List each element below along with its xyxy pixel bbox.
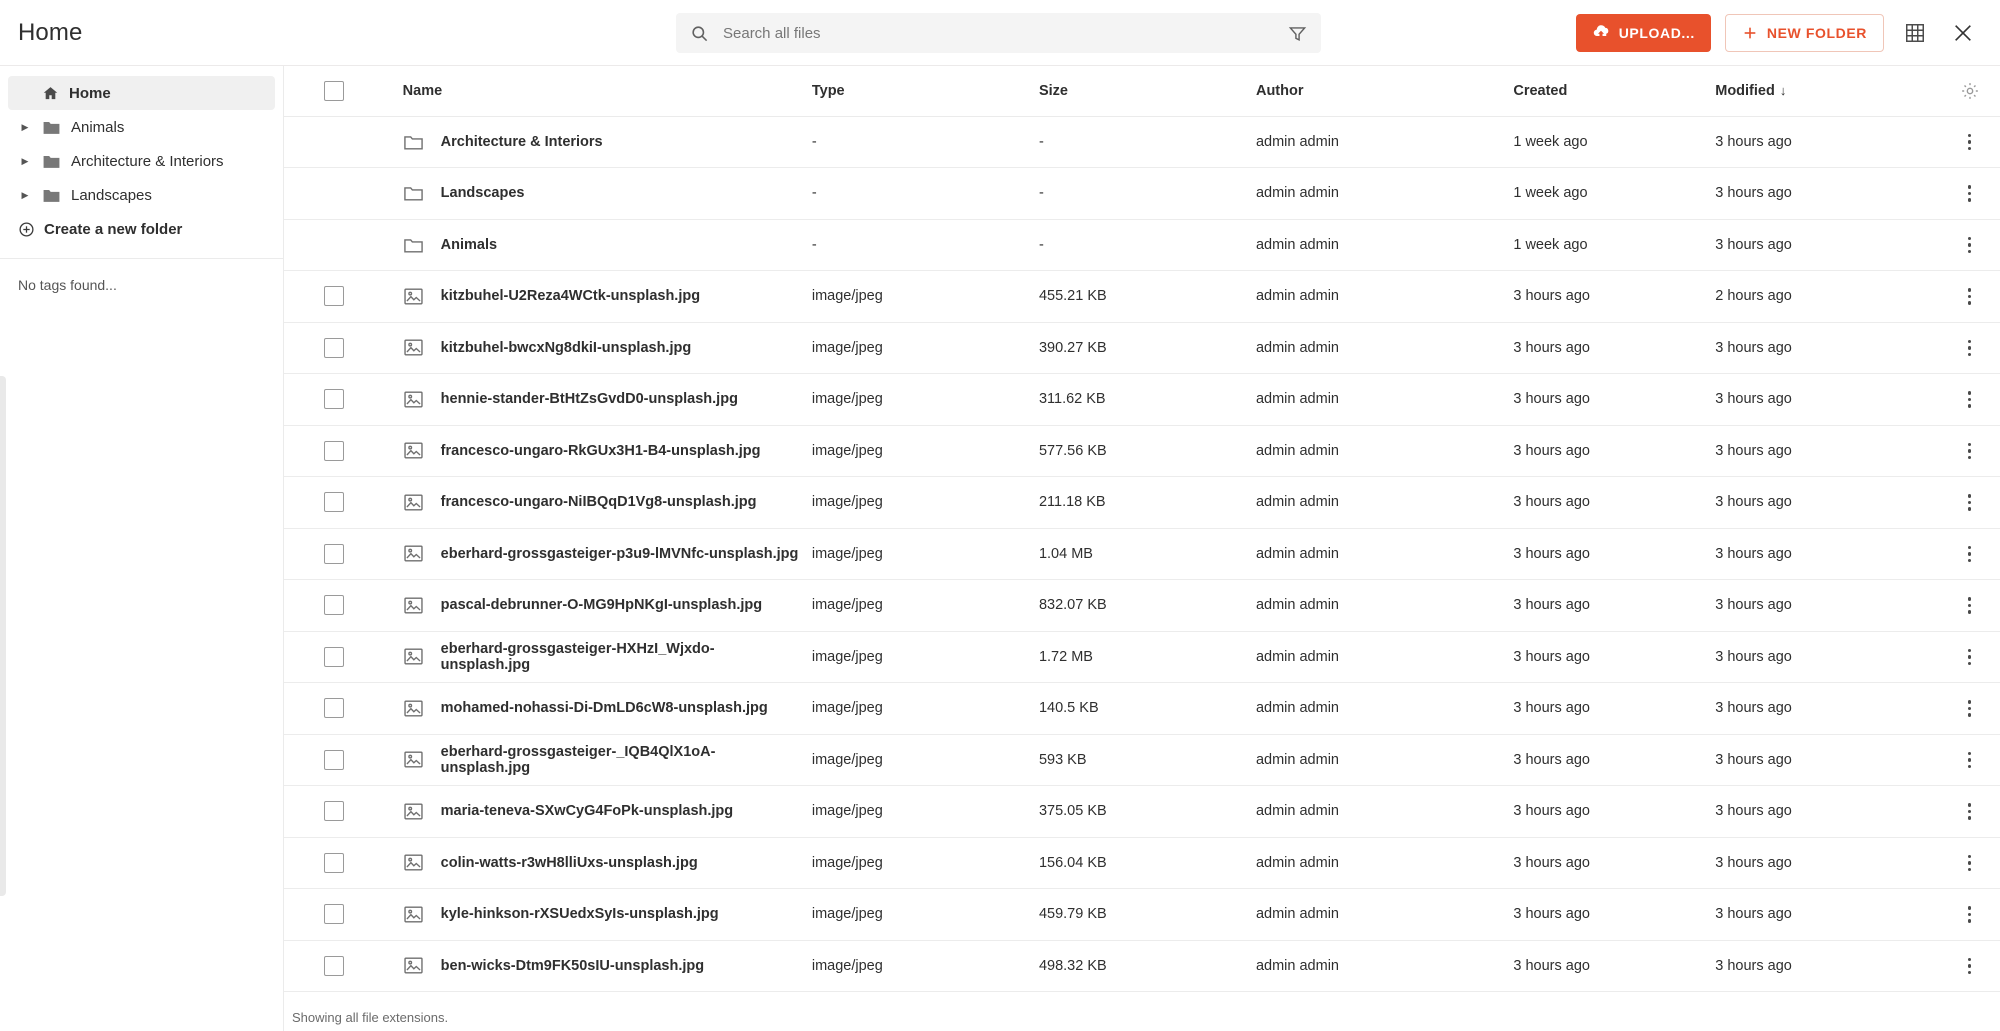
row-actions-cell[interactable]: [1939, 322, 2000, 374]
grid-view-icon[interactable]: [1898, 16, 1932, 50]
row-checkbox[interactable]: [324, 647, 344, 667]
file-type-cell: image/jpeg: [804, 477, 1031, 529]
table-row[interactable]: [284, 528, 2000, 580]
file-modified-cell: 3 hours ago: [1707, 477, 1939, 529]
file-author-cell: admin admin: [1248, 786, 1505, 838]
image-icon: [403, 699, 424, 718]
file-name-label: pascal-debrunner-O-MG9HpNKgI-unsplash.jpg: [440, 597, 763, 614]
row-actions-cell[interactable]: [1939, 580, 2000, 632]
file-table-body: [284, 116, 2000, 992]
file-size-cell: 1.72 MB: [1031, 631, 1248, 683]
file-author-cell: admin admin: [1248, 837, 1505, 889]
image-icon: [403, 750, 424, 769]
file-created-cell: 1 week ago: [1505, 168, 1707, 220]
file-modified-cell: 3 hours ago: [1707, 631, 1939, 683]
file-author-cell: admin admin: [1248, 734, 1505, 786]
file-size-cell: 577.56 KB: [1031, 425, 1248, 477]
file-name-cell[interactable]: [355, 322, 804, 374]
row-actions-cell[interactable]: [1939, 168, 2000, 220]
sidebar-item-animals[interactable]: [8, 110, 275, 144]
file-name-cell[interactable]: [355, 786, 804, 838]
image-icon: [403, 544, 424, 563]
file-modified-cell: 2 hours ago: [1707, 271, 1939, 323]
file-name-cell[interactable]: [355, 168, 804, 220]
file-name-cell[interactable]: [355, 683, 804, 735]
file-modified-cell: 3 hours ago: [1707, 374, 1939, 426]
row-checkbox[interactable]: [324, 801, 344, 821]
file-name-cell[interactable]: [355, 734, 804, 786]
upload-cloud-icon: [1592, 24, 1610, 42]
file-name-cell[interactable]: [355, 940, 804, 992]
row-menu-icon[interactable]: [1939, 117, 2000, 168]
file-name-label: kyle-hinkson-rXSUedxSyIs-unsplash.jpg: [440, 906, 719, 923]
row-select-cell[interactable]: [284, 734, 355, 786]
file-modified-cell: 3 hours ago: [1707, 528, 1939, 580]
sidebar-item-label: Animals: [71, 118, 125, 136]
file-type-cell: image/jpeg: [804, 683, 1031, 735]
table-row[interactable]: [284, 116, 2000, 168]
home-icon: [42, 85, 59, 102]
file-name-cell[interactable]: [355, 837, 804, 889]
file-type-cell: image/jpeg: [804, 631, 1031, 683]
file-modified-cell: 3 hours ago: [1707, 322, 1939, 374]
row-checkbox[interactable]: [324, 904, 344, 924]
row-actions-cell[interactable]: [1939, 786, 2000, 838]
file-name-label: kitzbuhel-U2Reza4WCtk-unsplash.jpg: [440, 288, 701, 305]
image-icon: [403, 596, 424, 615]
file-name-label: maria-teneva-SXwCyG4FoPk-unsplash.jpg: [440, 803, 734, 820]
file-name-label: ben-wicks-Dtm9FK50sIU-unsplash.jpg: [440, 957, 705, 974]
file-size-cell: -: [1031, 219, 1248, 271]
file-created-cell: 3 hours ago: [1505, 374, 1707, 426]
file-author-cell: admin admin: [1248, 940, 1505, 992]
row-select-cell[interactable]: [284, 580, 355, 632]
file-type-cell: -: [804, 219, 1031, 271]
file-created-cell: 3 hours ago: [1505, 425, 1707, 477]
file-author-cell: admin admin: [1248, 271, 1505, 323]
plus-icon: [1742, 25, 1758, 41]
file-type-cell: image/jpeg: [804, 786, 1031, 838]
row-select-cell[interactable]: [284, 940, 355, 992]
column-header-modified[interactable]: Modified ↓: [1707, 66, 1939, 116]
file-name-label: Landscapes: [440, 185, 525, 202]
row-menu-icon[interactable]: [1939, 271, 2000, 322]
file-name-label: kitzbuhel-bwcxNg8dkiI-unsplash.jpg: [440, 339, 692, 356]
file-created-cell: 3 hours ago: [1505, 528, 1707, 580]
new-folder-button[interactable]: [1725, 14, 1884, 52]
row-checkbox[interactable]: [324, 389, 344, 409]
file-created-cell: 3 hours ago: [1505, 322, 1707, 374]
main-body: [0, 66, 2000, 1031]
file-size-cell: -: [1031, 168, 1248, 220]
chevron-right-icon[interactable]: ▶: [21, 155, 29, 166]
file-author-cell: admin admin: [1248, 580, 1505, 632]
file-name-cell[interactable]: [355, 374, 804, 426]
footer-note: Showing all file extensions.: [292, 1010, 449, 1025]
file-created-cell: 3 hours ago: [1505, 580, 1707, 632]
image-icon: [403, 905, 424, 924]
file-type-cell: image/jpeg: [804, 425, 1031, 477]
row-menu-icon[interactable]: [1939, 941, 2000, 992]
file-modified-cell: 3 hours ago: [1707, 580, 1939, 632]
search-bar[interactable]: [676, 13, 1321, 53]
file-modified-cell: 3 hours ago: [1707, 683, 1939, 735]
file-size-cell: 455.21 KB: [1031, 271, 1248, 323]
row-menu-icon[interactable]: [1939, 374, 2000, 425]
file-author-cell: admin admin: [1248, 528, 1505, 580]
row-menu-icon[interactable]: [1939, 735, 2000, 786]
column-header-type[interactable]: Type: [804, 66, 1031, 116]
file-name-label: eberhard-grossgasteiger-HXHzI_Wjxdo-unsplash.jpg: [440, 640, 715, 673]
select-all-header[interactable]: [284, 66, 355, 116]
top-bar: [0, 0, 2000, 66]
image-icon: [403, 956, 424, 975]
table-row[interactable]: [284, 322, 2000, 374]
row-actions-cell[interactable]: [1939, 425, 2000, 477]
row-select-cell: [284, 219, 355, 271]
file-author-cell: admin admin: [1248, 116, 1505, 168]
new-folder-button-label: NEW FOLDER: [1766, 24, 1867, 41]
row-menu-icon[interactable]: [1939, 323, 2000, 374]
sidebar-resize-handle[interactable]: [0, 376, 6, 896]
tags-empty-message: No tags found...: [18, 277, 117, 293]
file-modified-cell: 3 hours ago: [1707, 425, 1939, 477]
image-icon: [403, 441, 424, 460]
row-checkbox[interactable]: [324, 338, 344, 358]
column-header-size[interactable]: Size: [1031, 66, 1248, 116]
file-name-label: hennie-stander-BtHtZsGvdD0-unsplash.jpg: [440, 391, 738, 408]
row-menu-icon[interactable]: [1939, 426, 2000, 477]
file-author-cell: admin admin: [1248, 683, 1505, 735]
row-select-cell[interactable]: [284, 271, 355, 323]
table-row[interactable]: [284, 580, 2000, 632]
row-menu-icon[interactable]: [1939, 220, 2000, 271]
row-menu-icon[interactable]: [1939, 838, 2000, 889]
table-row[interactable]: [284, 837, 2000, 889]
file-created-cell: 3 hours ago: [1505, 734, 1707, 786]
row-actions-cell[interactable]: [1939, 116, 2000, 168]
file-size-cell: 375.05 KB: [1031, 786, 1248, 838]
row-select-cell[interactable]: [284, 631, 355, 683]
row-checkbox[interactable]: [324, 441, 344, 461]
file-author-cell: admin admin: [1248, 889, 1505, 941]
row-menu-icon[interactable]: [1939, 632, 2000, 683]
row-menu-icon[interactable]: [1939, 529, 2000, 580]
file-created-cell: 1 week ago: [1505, 219, 1707, 271]
row-select-cell[interactable]: [284, 425, 355, 477]
row-actions-cell[interactable]: [1939, 528, 2000, 580]
file-name-cell[interactable]: [355, 631, 804, 683]
table-row[interactable]: [284, 477, 2000, 529]
file-size-cell: -: [1031, 116, 1248, 168]
file-created-cell: 3 hours ago: [1505, 477, 1707, 529]
folder-icon: [403, 184, 424, 202]
file-type-cell: image/jpeg: [804, 374, 1031, 426]
folder-icon: [42, 187, 61, 204]
file-name-label: eberhard-grossgasteiger-_IQB4QlX1oA-unsplash.jpg: [440, 743, 716, 776]
row-actions-cell[interactable]: [1939, 219, 2000, 271]
row-select-cell[interactable]: [284, 528, 355, 580]
file-created-cell: 3 hours ago: [1505, 271, 1707, 323]
table-row[interactable]: [284, 271, 2000, 323]
table-row[interactable]: [284, 219, 2000, 271]
sidebar-item-home[interactable]: [8, 76, 275, 110]
row-checkbox[interactable]: [324, 544, 344, 564]
table-row[interactable]: [284, 374, 2000, 426]
gear-icon[interactable]: [1939, 81, 2000, 101]
row-actions-cell[interactable]: [1939, 631, 2000, 683]
image-icon: [403, 338, 424, 357]
image-icon: [403, 493, 424, 512]
column-header-created[interactable]: Created: [1505, 66, 1707, 116]
file-name-cell[interactable]: [355, 116, 804, 168]
row-checkbox[interactable]: [324, 595, 344, 615]
table-row[interactable]: [284, 425, 2000, 477]
row-select-cell[interactable]: [284, 322, 355, 374]
sidebar-item-label: Landscapes: [71, 186, 152, 204]
folder-icon: [403, 133, 424, 151]
file-author-cell: admin admin: [1248, 219, 1505, 271]
row-select-cell: [284, 116, 355, 168]
table-row[interactable]: [284, 168, 2000, 220]
file-modified-cell: 3 hours ago: [1707, 940, 1939, 992]
image-icon: [403, 647, 424, 666]
file-list-panel: [283, 66, 2000, 1031]
row-menu-icon[interactable]: [1939, 786, 2000, 837]
image-icon: [403, 853, 424, 872]
file-size-cell: 459.79 KB: [1031, 889, 1248, 941]
image-icon: [403, 802, 424, 821]
file-modified-cell: 3 hours ago: [1707, 786, 1939, 838]
file-size-cell: 211.18 KB: [1031, 477, 1248, 529]
file-type-cell: -: [804, 168, 1031, 220]
table-row[interactable]: [284, 683, 2000, 735]
sidebar-item-landscapes[interactable]: [8, 178, 275, 212]
file-name-cell[interactable]: [355, 425, 804, 477]
row-checkbox[interactable]: [324, 286, 344, 306]
row-actions-cell[interactable]: [1939, 940, 2000, 992]
close-icon[interactable]: [1946, 16, 1980, 50]
row-select-cell[interactable]: [284, 374, 355, 426]
select-all-checkbox[interactable]: [324, 81, 344, 101]
file-author-cell: admin admin: [1248, 322, 1505, 374]
plus-circle-icon: [18, 221, 35, 238]
row-actions-cell[interactable]: [1939, 271, 2000, 323]
row-menu-icon[interactable]: [1939, 477, 2000, 528]
file-name-cell[interactable]: [355, 219, 804, 271]
row-actions-cell[interactable]: [1939, 889, 2000, 941]
file-created-cell: 3 hours ago: [1505, 631, 1707, 683]
file-name-label: colin-watts-r3wH8lliUxs-unsplash.jpg: [440, 854, 698, 871]
search-input[interactable]: [721, 24, 1288, 43]
table-header-row: [284, 66, 2000, 116]
file-name-label: francesco-ungaro-RkGUx3H1-B4-unsplash.jpg: [440, 442, 761, 459]
row-checkbox[interactable]: [324, 853, 344, 873]
row-checkbox[interactable]: [324, 956, 344, 976]
file-type-cell: image/jpeg: [804, 837, 1031, 889]
sidebar-item-label: Architecture & Interiors: [71, 152, 224, 170]
create-new-folder-button[interactable]: [0, 212, 283, 246]
row-menu-icon[interactable]: [1939, 168, 2000, 219]
row-actions-cell[interactable]: [1939, 734, 2000, 786]
table-row[interactable]: [284, 734, 2000, 786]
file-name-label: Animals: [440, 236, 498, 253]
row-actions-cell[interactable]: [1939, 477, 2000, 529]
table-row[interactable]: [284, 786, 2000, 838]
row-select-cell: [284, 168, 355, 220]
file-type-cell: image/jpeg: [804, 889, 1031, 941]
image-icon: [403, 390, 424, 409]
file-name-cell[interactable]: [355, 580, 804, 632]
file-created-cell: 3 hours ago: [1505, 683, 1707, 735]
row-actions-cell[interactable]: [1939, 374, 2000, 426]
column-header-name[interactable]: Name: [355, 66, 804, 116]
row-menu-icon[interactable]: [1939, 580, 2000, 631]
image-icon: [403, 287, 424, 306]
file-table: [284, 66, 2000, 992]
file-created-cell: 3 hours ago: [1505, 786, 1707, 838]
file-modified-cell: 3 hours ago: [1707, 116, 1939, 168]
file-author-cell: admin admin: [1248, 425, 1505, 477]
file-name-label: francesco-ungaro-NiIBQqD1Vg8-unsplash.jpg: [440, 494, 757, 511]
row-menu-icon[interactable]: [1939, 683, 2000, 734]
file-modified-cell: 3 hours ago: [1707, 837, 1939, 889]
file-author-cell: admin admin: [1248, 477, 1505, 529]
file-author-cell: admin admin: [1248, 374, 1505, 426]
page-title: Home: [18, 18, 83, 46]
file-author-cell: admin admin: [1248, 631, 1505, 683]
table-row[interactable]: [284, 631, 2000, 683]
file-type-cell: image/jpeg: [804, 580, 1031, 632]
file-size-cell: 311.62 KB: [1031, 374, 1248, 426]
file-created-cell: 3 hours ago: [1505, 889, 1707, 941]
file-name-label: eberhard-grossgasteiger-p3u9-lMVNfc-unsplash.jpg: [440, 545, 799, 562]
file-type-cell: -: [804, 116, 1031, 168]
file-name-cell[interactable]: [355, 889, 804, 941]
file-size-cell: 498.32 KB: [1031, 940, 1248, 992]
sidebar-item-architecture-interiors[interactable]: [8, 144, 275, 178]
file-modified-cell: 3 hours ago: [1707, 889, 1939, 941]
row-actions-cell[interactable]: [1939, 683, 2000, 735]
chevron-right-icon[interactable]: ▶: [21, 121, 29, 132]
sidebar: [0, 66, 283, 1031]
file-size-cell: 140.5 KB: [1031, 683, 1248, 735]
column-header-settings[interactable]: [1939, 66, 2000, 116]
upload-button[interactable]: [1576, 14, 1711, 52]
file-size-cell: 1.04 MB: [1031, 528, 1248, 580]
file-type-cell: image/jpeg: [804, 528, 1031, 580]
row-checkbox[interactable]: [324, 750, 344, 770]
file-type-cell: image/jpeg: [804, 940, 1031, 992]
folder-icon: [42, 119, 61, 136]
file-type-cell: image/jpeg: [804, 322, 1031, 374]
search-icon: [690, 24, 709, 43]
column-header-author[interactable]: Author: [1248, 66, 1505, 116]
folder-icon: [42, 153, 61, 170]
row-select-cell[interactable]: [284, 889, 355, 941]
table-row[interactable]: [284, 889, 2000, 941]
row-select-cell[interactable]: [284, 837, 355, 889]
row-select-cell[interactable]: [284, 477, 355, 529]
file-type-cell: image/jpeg: [804, 271, 1031, 323]
file-name-cell[interactable]: [355, 271, 804, 323]
row-select-cell[interactable]: [284, 786, 355, 838]
file-name-cell[interactable]: [355, 477, 804, 529]
file-author-cell: admin admin: [1248, 168, 1505, 220]
row-select-cell[interactable]: [284, 683, 355, 735]
sort-direction-icon: ↓: [1779, 82, 1787, 98]
file-modified-cell: 3 hours ago: [1707, 734, 1939, 786]
file-name-label: mohamed-nohassi-Di-DmLD6cW8-unsplash.jpg: [440, 700, 768, 717]
top-bar-actions: [1576, 14, 2000, 52]
row-menu-icon[interactable]: [1939, 889, 2000, 940]
folder-icon: [403, 236, 424, 254]
chevron-right-icon[interactable]: ▶: [21, 189, 29, 200]
file-name-label: Architecture & Interiors: [440, 133, 603, 150]
spacer: [18, 86, 32, 100]
file-created-cell: 3 hours ago: [1505, 837, 1707, 889]
file-created-cell: 3 hours ago: [1505, 940, 1707, 992]
file-modified-cell: 3 hours ago: [1707, 219, 1939, 271]
file-modified-cell: 3 hours ago: [1707, 168, 1939, 220]
table-row[interactable]: [284, 940, 2000, 992]
file-size-cell: 593 KB: [1031, 734, 1248, 786]
file-name-cell[interactable]: [355, 528, 804, 580]
file-size-cell: 156.04 KB: [1031, 837, 1248, 889]
row-checkbox[interactable]: [324, 492, 344, 512]
file-type-cell: image/jpeg: [804, 734, 1031, 786]
row-checkbox[interactable]: [324, 698, 344, 718]
sidebar-item-label: Home: [69, 84, 111, 102]
upload-button-label: UPLOAD...: [1618, 24, 1695, 41]
file-created-cell: 1 week ago: [1505, 116, 1707, 168]
file-size-cell: 390.27 KB: [1031, 322, 1248, 374]
row-actions-cell[interactable]: [1939, 837, 2000, 889]
create-new-folder-label: Create a new folder: [44, 220, 183, 238]
file-size-cell: 832.07 KB: [1031, 580, 1248, 632]
filter-icon[interactable]: [1288, 24, 1307, 43]
